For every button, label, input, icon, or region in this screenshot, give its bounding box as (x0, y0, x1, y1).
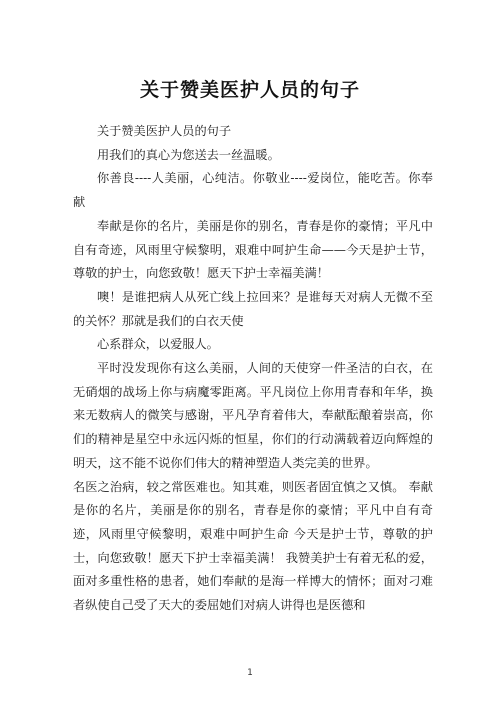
paragraph: 平时没发现你有这么美丽，人间的天使穿一件圣洁的白衣，在无硝烟的战场上你与病魔零距离。平凡岗位上你用青春和年华，换来无数病人的微笑与感谢，平凡孕育着伟大，奉献酝酿着崇高，你们的精神是星空中永远闪烁的恒星，你们的行动满载着迈向辉煌的明天，这不能不说你们伟大的精神塑造人类完美的世界。 (73, 361, 433, 470)
paragraph: 心系群众，以爱服人。 (97, 337, 219, 352)
document-title: 关于赞美医护人员的句子 (139, 79, 360, 101)
paragraph: 噢！是谁把病人从死亡线上拉回来？是谁每天对病人无微不至的关怀？那就是我们的白衣天使 (73, 289, 433, 328)
document-body (73, 120, 433, 618)
page-number: 1 (247, 668, 253, 678)
paragraph: 用我们的真心为您送去一丝温暖。 (97, 147, 280, 162)
paragraph: 名医之治病，较之常医难也。知其难，则医者固宜慎之又慎。 奉献是你的名片，美丽是你的别名，青春是你的豪情；平凡中自有奇迹，风雨里守候黎明，艰难中呵护生命 今天是护士节，尊敬的护士，向您致敬！愿天下护士幸福美满！ 我赞美护士有着无私的爱，面对多重性格的患者，她们奉献的是海一样博大的情怀；面对刁难者纵使自己受了天大的委屈她们对病人讲得也是医德和 (73, 479, 433, 613)
paragraph: 奉献是你的名片，美丽是你的别名，青春是你的豪情；平凡中自有奇迹，风雨里守候黎明，艰难中呵护生命——今天是护士节，尊敬的护士，向您致敬！愿天下护士幸福美满！ (73, 218, 433, 281)
paragraph: 关于赞美医护人员的句子 (97, 124, 232, 138)
paragraph: 你善良----人美丽，心纯洁。你敬业----爱岗位，能吃苦。你奉献 (73, 171, 433, 210)
